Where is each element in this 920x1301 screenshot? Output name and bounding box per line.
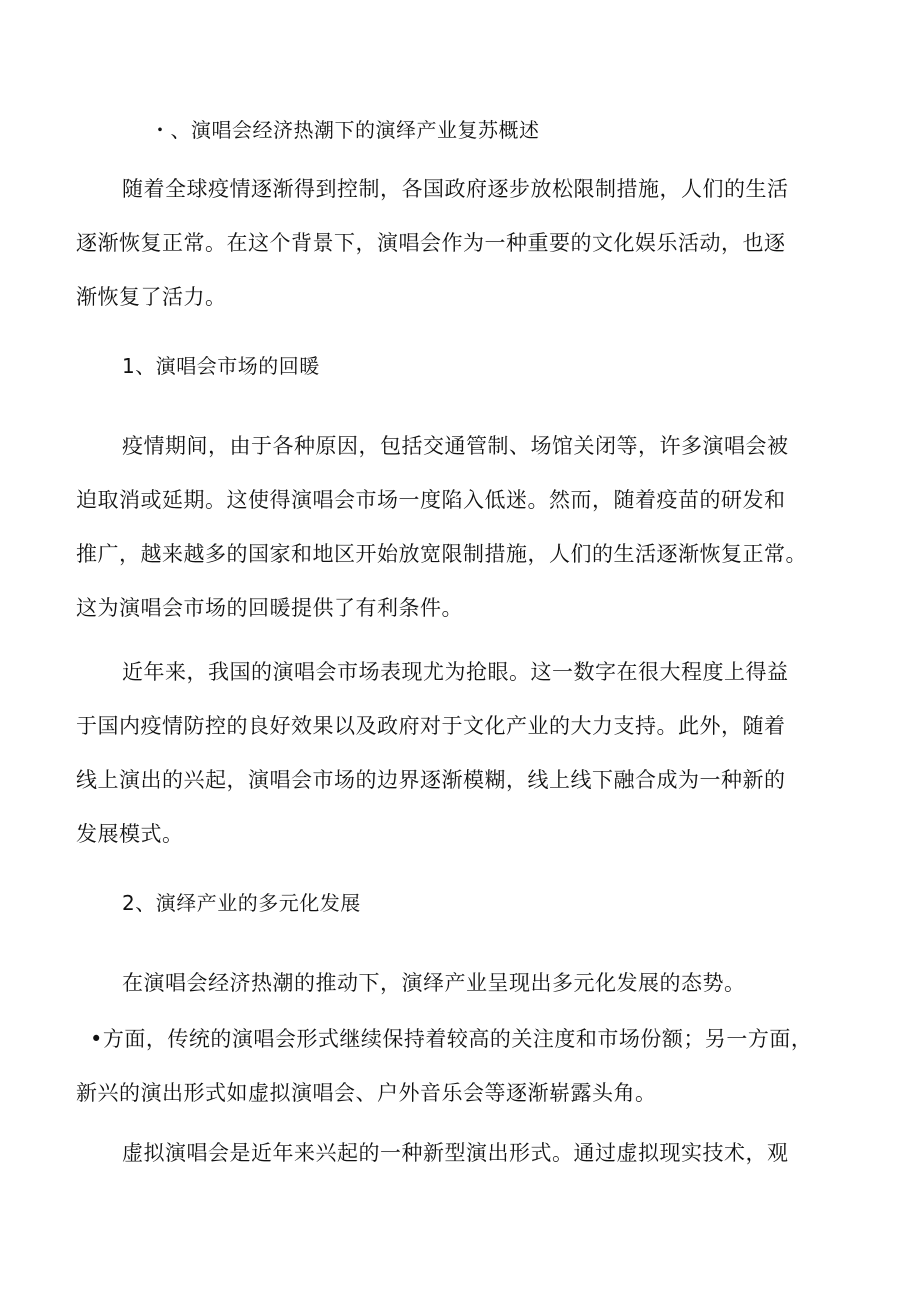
paragraph-line: 新兴的演出形式如虚拟演唱会、户外音乐会等逐渐崭露头角。 xyxy=(76,1081,657,1105)
intro-line: 逐渐恢复正常。在这个背景下，演唱会作为一种重要的文化娱乐活动，也逐 xyxy=(76,231,786,255)
paragraph-line: 在演唱会经济热潮的推动下，演绎产业呈现出多元化发展的态势。 xyxy=(122,971,746,995)
paragraph-line: 疫情期间，由于各种原因，包括交通管制、场馆关闭等，许多演唱会被 xyxy=(122,434,789,458)
section-title: ・、演唱会经济热潮下的演绎产业复苏概述 xyxy=(150,118,540,142)
intro-line: 渐恢复了活力。 xyxy=(76,285,227,309)
paragraph-line: 虚拟演唱会是近年来兴起的一种新型演出形式。通过虚拟现实技术，观 xyxy=(122,1141,789,1165)
paragraph-line: 发展模式。 xyxy=(76,822,184,846)
paragraph-line: 这为演唱会市场的回暖提供了有利条件。 xyxy=(76,596,463,620)
intro-line: 随着全球疫情逐渐得到控制，各国政府逐步放松限制措施，人们的生活 xyxy=(122,177,789,201)
paragraph-line: •方面，传统的演唱会形式继续保持着较高的关注度和市场份额；另一方面， xyxy=(90,1027,813,1051)
paragraph-line: 线上演出的兴起，演唱会市场的边界逐渐模糊，线上线下融合成为一种新的 xyxy=(76,768,786,792)
paragraph-line: 于国内疫情防控的良好效果以及政府对于文化产业的大力支持。此外，随着 xyxy=(76,714,786,738)
paragraph-line: 推广，越来越多的国家和地区开始放宽限制措施，人们的生活逐渐恢复正常。 xyxy=(76,542,807,566)
subheading: 2、演绎产业的多元化发展 xyxy=(122,891,361,915)
paragraph-line: 近年来，我国的演唱会市场表现尤为抢眼。这一数字在很大程度上得益 xyxy=(122,660,789,684)
paragraph-line: 迫取消或延期。这使得演唱会市场一度陷入低迷。然而，随着疫苗的研发和 xyxy=(76,488,786,512)
subheading: 1、演唱会市场的回暖 xyxy=(122,354,320,378)
